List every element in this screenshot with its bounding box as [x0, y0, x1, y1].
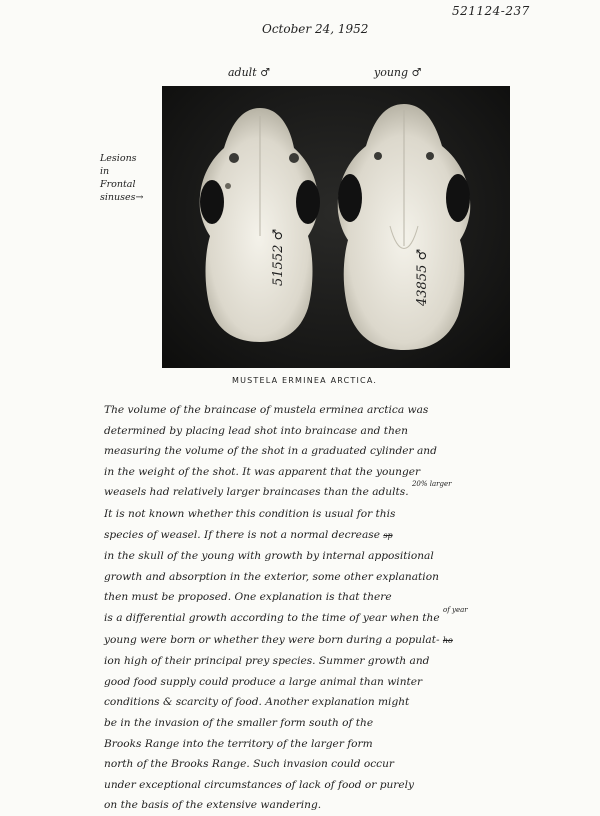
young-specimen-number: 43855 ♂	[415, 248, 430, 306]
lesions-line: sinuses→	[100, 192, 144, 203]
insertion-20-percent: 20% larger	[411, 480, 452, 489]
note-line: good food supply could produce a large animal than winter	[104, 675, 423, 688]
note-line: The volume of the braincase of mustela erminea arctica was	[104, 404, 429, 416]
lesions-line: Lesions	[100, 153, 137, 164]
note-line: It is not known whether this condition is usual for this	[104, 507, 396, 520]
note-line-text: is a differential growth according to the time of year when the	[104, 611, 440, 624]
note-line: north of the Brooks Range. Such invasion could occur	[104, 758, 394, 771]
insertion-of-year: of year	[443, 605, 468, 614]
document-date: October 24, 1952	[262, 22, 369, 36]
struck-word: ho	[442, 635, 453, 645]
skull-photograph	[162, 86, 510, 368]
note-line: measuring the volume of the shot in a graduated cylinder and	[104, 445, 437, 458]
note-line: in the skull of the young with growth by internal appositional	[104, 550, 434, 563]
label-adult: adult ♂	[228, 66, 270, 79]
lesions-line: Frontal	[100, 179, 136, 190]
note-line: be in the invasion of the smaller form south of the	[104, 716, 374, 729]
note-line: growth and absorption in the exterior, some other explanation	[104, 570, 439, 583]
photo-caption: MUSTELA ERMINEA ARCTICA.	[232, 376, 378, 385]
lesions-line: in	[100, 166, 110, 177]
label-young: young ♂	[374, 66, 422, 79]
note-line-text: weasels had relatively larger braincases than the adults.	[104, 486, 409, 499]
lesions-annotation	[100, 152, 170, 204]
handwritten-notes	[104, 400, 584, 816]
note-line	[104, 525, 584, 547]
skulls-illustration	[162, 86, 510, 368]
catalog-number: 521124-237	[452, 4, 530, 18]
note-line: ion high of their principal prey species. Summer growth and	[104, 655, 430, 668]
note-line: Brooks Range into the territory of the larger form	[104, 737, 373, 750]
note-line-text: in the weight of the shot. It was apparent that the younger	[104, 465, 421, 478]
note-line: under exceptional circumstances of lack of food or purely	[104, 778, 415, 791]
note-line: then must be proposed. One explanation is that there	[104, 591, 392, 604]
note-line-text: species of weasel. If there is not a normal decrease	[104, 528, 380, 541]
note-line	[104, 482, 584, 504]
note-line: determined by placing lead shot into braincase and then	[104, 424, 408, 437]
note-line: on the basis of the extensive wandering.	[104, 799, 322, 812]
young-skull	[338, 104, 471, 350]
note-line: conditions & scarcity of food. Another explanation might	[104, 696, 410, 709]
struck-word: sp	[383, 530, 393, 540]
note-line	[104, 462, 584, 483]
adult-skull	[200, 108, 320, 342]
note-line	[104, 630, 584, 652]
note-line	[104, 605, 584, 630]
adult-specimen-number: 51552 ♂	[271, 228, 286, 286]
note-line-text: young were born or whether they were born during a populat-	[104, 633, 440, 646]
